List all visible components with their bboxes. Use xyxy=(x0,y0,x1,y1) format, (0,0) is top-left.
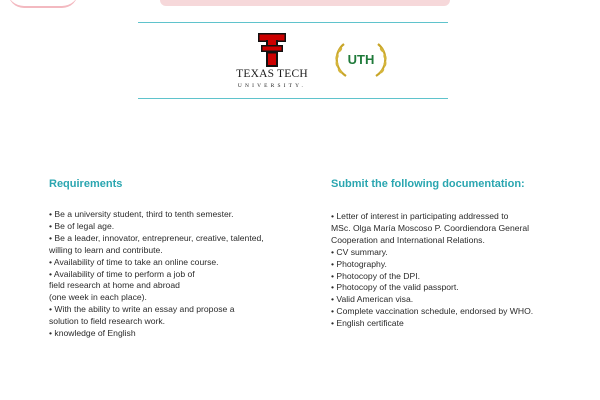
list-item: (one week in each place). xyxy=(49,292,147,303)
documentation-list xyxy=(331,211,533,330)
double-t-icon xyxy=(258,33,286,67)
texas-tech-logo xyxy=(236,33,308,95)
list-item: • Be of legal age. xyxy=(49,220,115,231)
uth-logo-text: UTH xyxy=(347,52,375,67)
requirements-heading: Requirements xyxy=(49,178,123,190)
list-item: • Be a leader, innovator, entrepreneur, creative, talented, xyxy=(49,232,264,243)
laurel-wreath-icon xyxy=(330,38,392,82)
bottom-divider xyxy=(138,98,448,99)
list-item: MSc. Olga María Moscoso P. Coordiendora General xyxy=(331,222,530,233)
university-name: TEXAS TECH xyxy=(236,68,308,80)
banner-decoration xyxy=(8,0,78,8)
university-subtitle: UNIVERSITY. xyxy=(237,83,307,89)
list-item: • Valid American visa. xyxy=(331,294,414,305)
uth-logo xyxy=(330,38,392,82)
top-banner xyxy=(0,0,600,10)
documentation-section xyxy=(331,178,586,329)
list-item: • Photocopy of the valid passport. xyxy=(331,282,459,293)
list-item: • Photocopy of the DPI. xyxy=(331,270,420,281)
list-item: • Photography. xyxy=(331,258,387,269)
list-item: willing to learn and contribute. xyxy=(49,244,163,255)
top-divider xyxy=(138,22,448,23)
requirements-section xyxy=(49,178,314,339)
list-item: • Letter of interest in participating addressed to xyxy=(331,211,509,221)
documentation-heading: Submit the following documentation: xyxy=(331,178,525,190)
list-item: Cooperation and International Relations. xyxy=(331,234,485,245)
list-item: • English certificate xyxy=(331,318,404,329)
list-item: • Be a university student, third to tenth semester. xyxy=(49,209,234,219)
list-item: • With the ability to write an essay and propose a xyxy=(49,304,235,315)
list-item: • knowledge of English xyxy=(49,328,136,339)
list-item: field research at home and abroad xyxy=(49,280,180,291)
list-item: • Availability of time to take an online course. xyxy=(49,256,219,267)
requirements-list xyxy=(49,209,264,340)
banner-title-strip xyxy=(160,0,450,6)
list-item: • Availability of time to perform a job of xyxy=(49,268,195,279)
list-item: • CV summary. xyxy=(331,246,388,257)
list-item: solution to field research work. xyxy=(49,316,166,327)
list-item: • Complete vaccination schedule, endorsed by WHO. xyxy=(331,306,534,317)
